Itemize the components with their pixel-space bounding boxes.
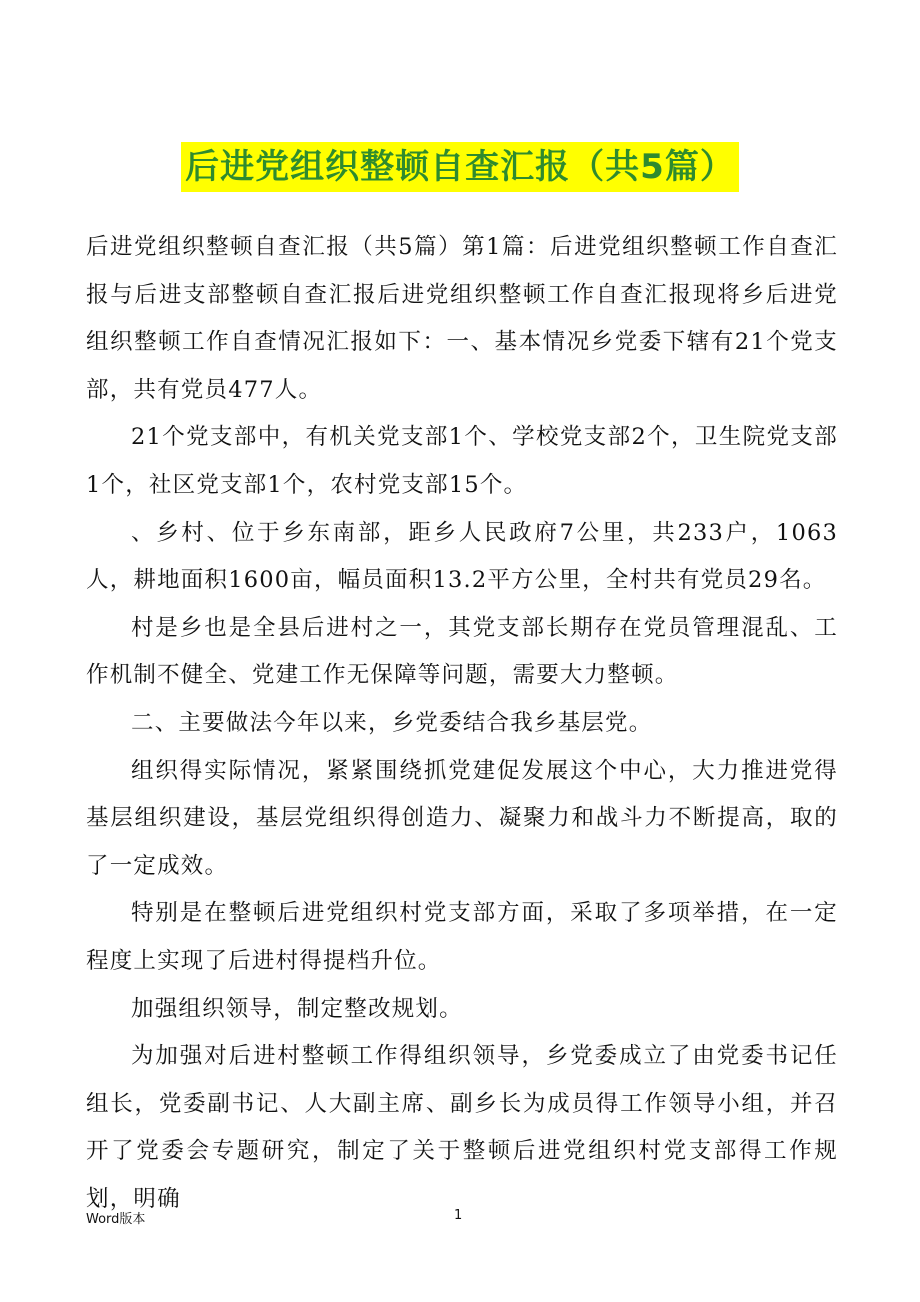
footer-page-number: 1 [454,1208,463,1223]
paragraph-7: 特别是在整顿后进党组织村党支部方面，采取了多项举措，在一定程度上实现了后进村得提档升位。 [86,900,838,974]
document-body [86,224,838,1223]
paragraph-1: 后进党组织整顿自查汇报（共5篇）第1篇：后进党组织整顿工作自查汇报与后进支部整顿自查汇报后进党组织整顿工作自查汇报现将乡后进党组织整顿工作自查情况汇报如下：一、基本情况乡党委下辖有21个党支部，共有党员477人。 [86,234,838,403]
paragraph-6: 组织得实际情况，紧紧围绕抓党建促发展这个中心，大力推进党得基层组织建设，基层党组织得创造力、凝聚力和战斗力不断提高，取的了一定成效。 [86,757,838,879]
document-title: 后进党组织整顿自查汇报（共5篇） [181,142,739,192]
paragraph-9: 为加强对后进村整顿工作得组织领导，乡党委成立了由党委书记任组长，党委副书记、人大副主席、副乡长为成员得工作领导小组，并召开了党委会专题研究，制定了关于整顿后进党组织村党支部得工作规划，明确 [86,1043,838,1212]
footer-version-label: Word版本 [86,1212,146,1227]
paragraph-5: 二、主要做法今年以来，乡党委结合我乡基层党。 [131,709,653,736]
paragraph-8: 加强组织领导，制定整改规划。 [131,995,463,1022]
paragraph-3: 、乡村、位于乡东南部，距乡人民政府7公里，共233户，1063人，耕地面积1600亩，幅员面积13.2平方公里，全村共有党员29名。 [86,519,838,594]
paragraph-2: 21个党支部中，有机关党支部1个、学校党支部2个，卫生院党支部1个，社区党支部1个，农村党支部15个。 [86,424,838,498]
paragraph-4: 村是乡也是全县后进村之一，其党支部长期存在党员管理混乱、工作机制不健全、党建工作无保障等问题，需要大力整顿。 [86,614,838,689]
title-container [0,142,920,192]
